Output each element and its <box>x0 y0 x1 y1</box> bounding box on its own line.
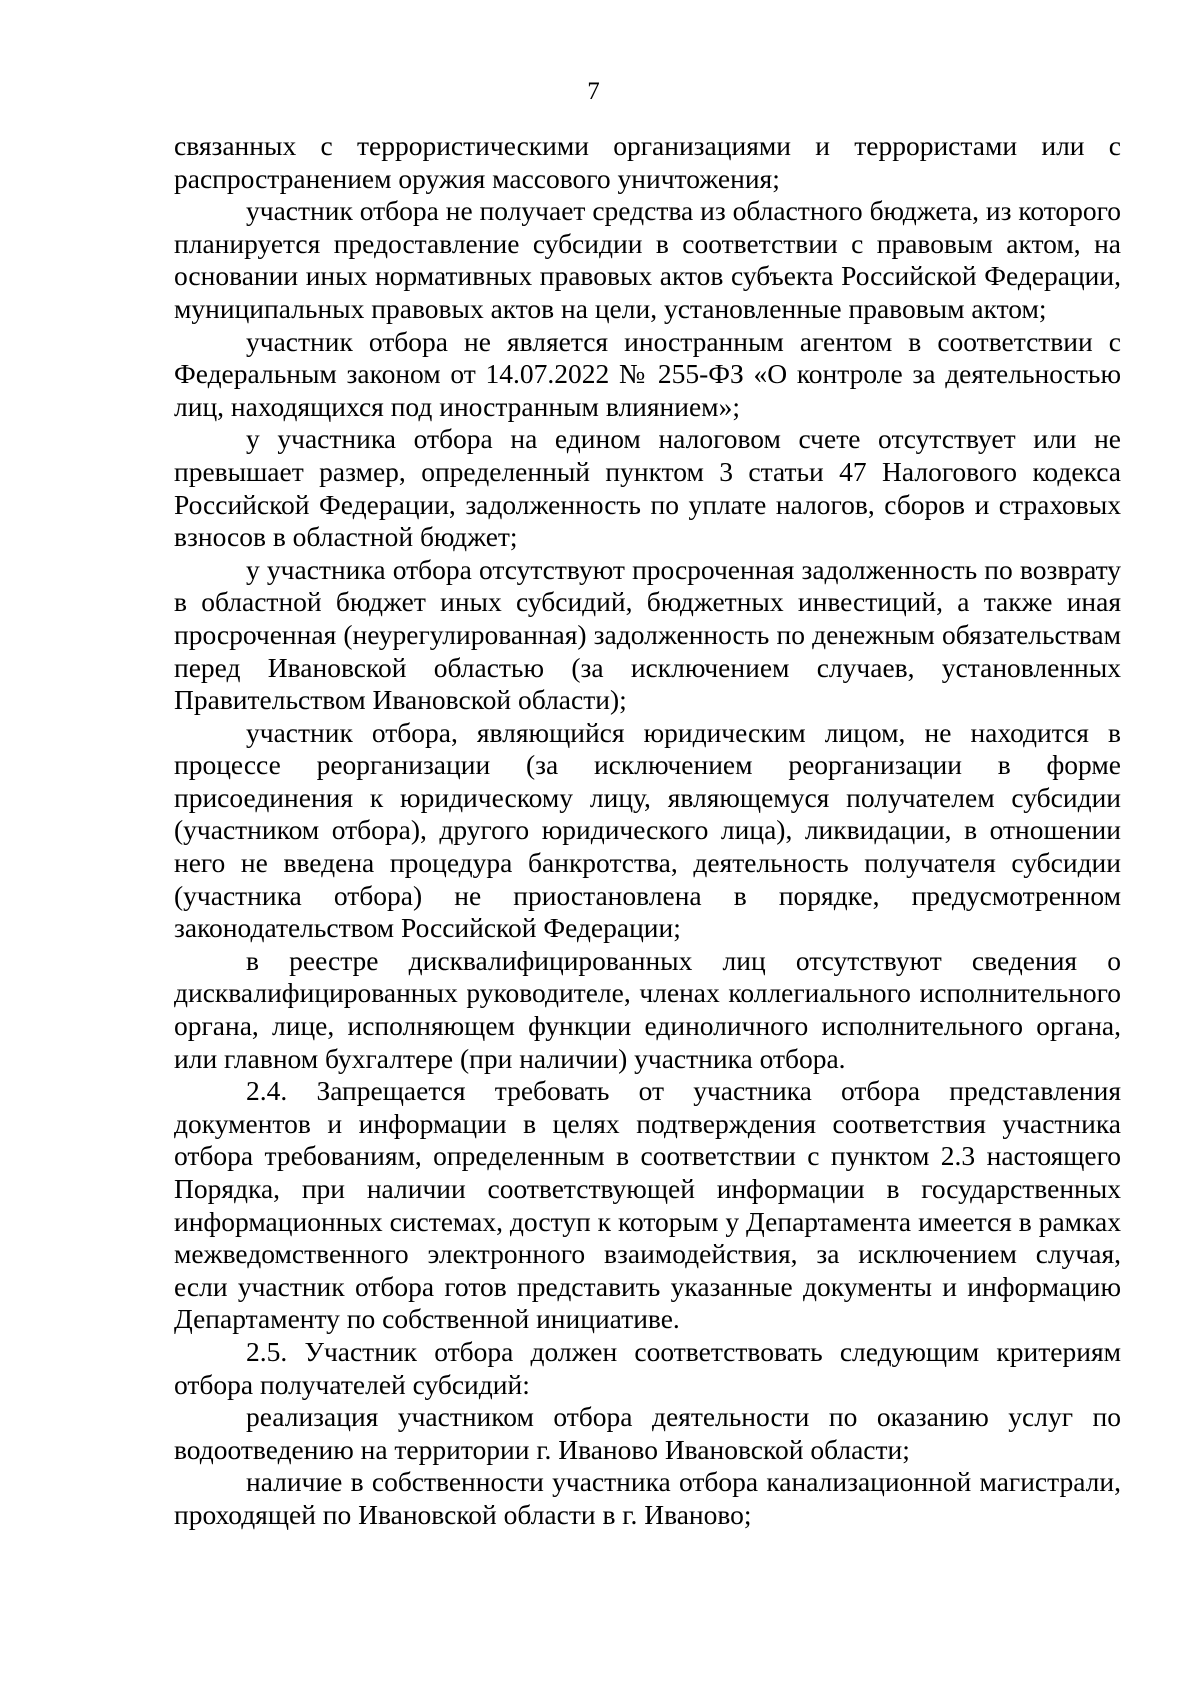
paragraph-2-5: 2.5. Участник отбора должен соответствовать следующим критериям отбора получателей субсидий: <box>174 1335 1121 1400</box>
document-body <box>174 130 1121 1532</box>
paragraph-2-4: 2.4. Запрещается требовать от участника отбора представления документов и информации в целях подтверждения соответствия участника отбора требованиям, определенным в соответствии с пунктом 2.3 настоящего Порядка, при наличии соответствующей информации в государственных информационных системах, доступ к которым у Департамента имеется в рамках межведомственного электронного взаимодействия, за исключением случая, если участник отбора готов представить указанные документы и информацию Департаменту по собственной инициативе. <box>174 1075 1121 1335</box>
paragraph-overdue-debt: у участника отбора отсутствуют просроченная задолженность по возврату в областной бюджет иных субсидий, бюджетных инвестиций, а также иная просроченная (неурегулированная) задолженность по денежным обязательствам перед Ивановской областью (за исключением случаев, установленных Правительством Ивановской области); <box>174 553 1121 716</box>
paragraph-criterion-sewer-main: наличие в собственности участника отбора канализационной магистрали, проходящей по Ивановской области в г. Иваново; <box>174 1466 1121 1530</box>
paragraph-criterion-wastewater: реализация участником отбора деятельности по оказанию услуг по водоотведению на территории г. Иваново Ивановской области; <box>174 1401 1121 1465</box>
paragraph-reorganization: участник отбора, являющийся юридическим лицом, не находится в процессе реорганизации (за исключением реорганизации в форме присоединения к юридическому лицу, являющемуся получателем субсидии (участником отбора), другого юридического лица), ликвидации, в отношении него не введена процедура банкротства, деятельность получателя субсидии (участника отбора) не приостановлена в порядке, предусмотренном законодательством Российской Федерации; <box>174 716 1121 944</box>
paragraph-tax-debt: у участника отбора на едином налоговом счете отсутствует или не превышает размер, определенный пунктом 3 статьи 47 Налогового кодекса Российской Федерации, задолженность по уплате налогов, сборов и страховых взносов в областной бюджет; <box>174 423 1121 553</box>
paragraph-continuation: связанных с террористическими организациями и террористами или с распространением оружия массового уничтожения; <box>174 130 1121 194</box>
paragraph-foreign-agent: участник отбора не является иностранным агентом в соответствии с Федеральным законом от 14.07.2022 № 255-ФЗ «О контроле за деятельностью лиц, находящихся под иностранным влиянием»; <box>174 325 1121 422</box>
page-number: 7 <box>587 78 600 105</box>
paragraph-no-budget-funds: участник отбора не получает средства из областного бюджета, из которого планируется предоставление субсидии в соответствии с правовым актом, на основании иных нормативных правовых актов субъекта Российской Федерации, муниципальных правовых актов на цели, установленные правовым актом; <box>174 195 1121 324</box>
paragraph-disqualified-persons: в реестре дисквалифицированных лиц отсутствуют сведения о дисквалифицированных руководителе, членах коллегиального исполнительного органа, лице, исполняющем функции единоличного исполнительного органа, или главном бухгалтере (при наличии) участника отбора. <box>174 944 1121 1074</box>
